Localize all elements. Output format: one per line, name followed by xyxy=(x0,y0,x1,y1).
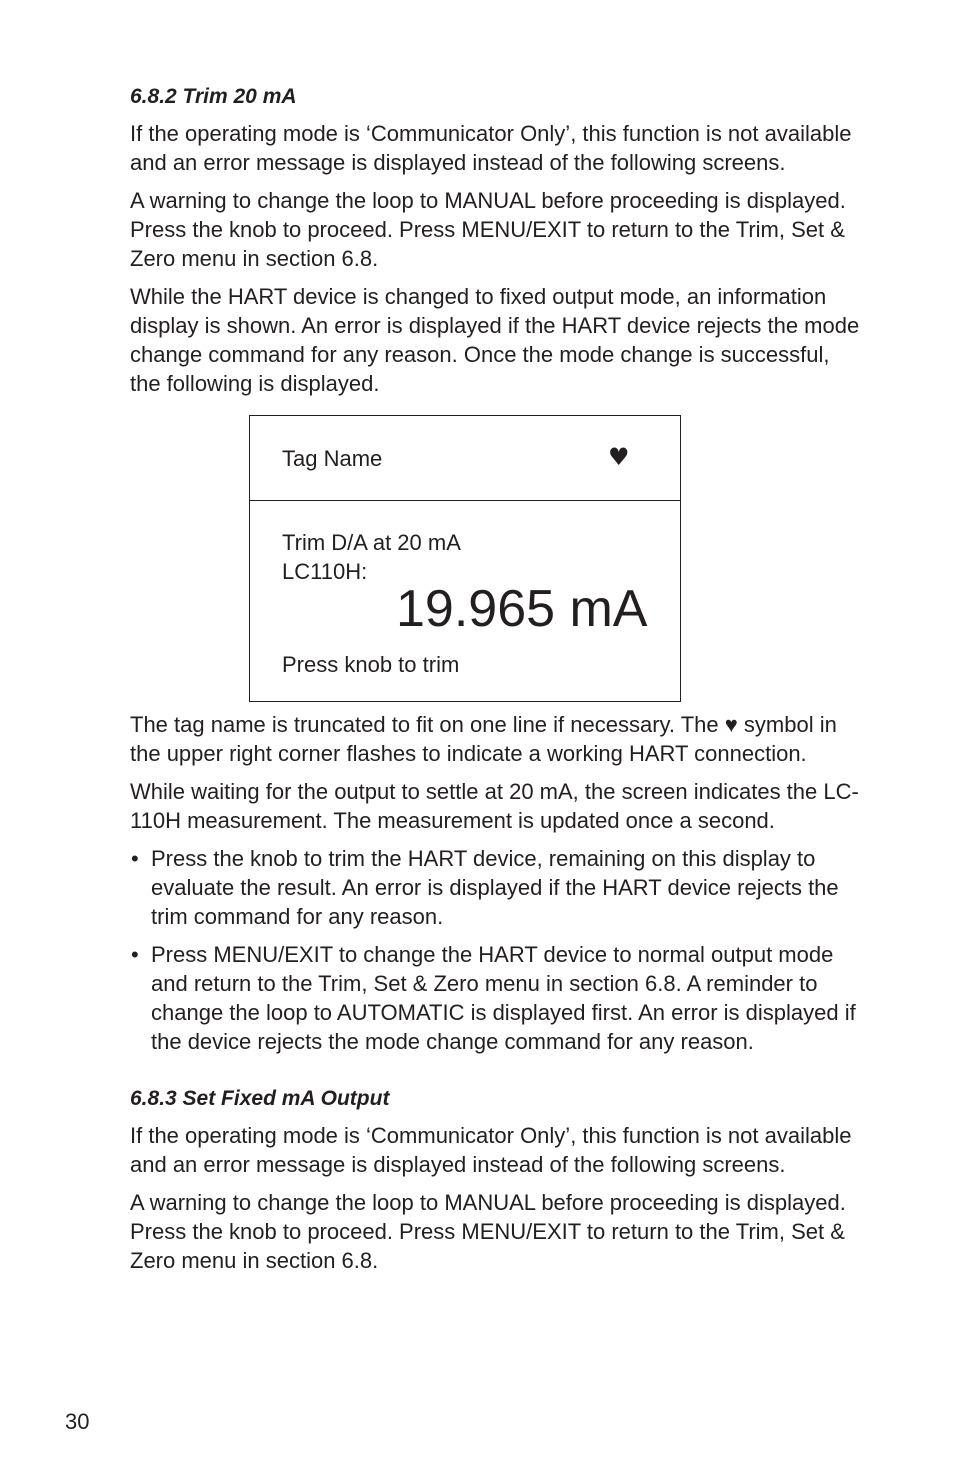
section-heading-6-8-2: 6.8.2 Trim 20 mA xyxy=(130,85,297,108)
paragraph-communicator-only-2: If the operating mode is ‘Communicator Only’, this function is not available and an error message is displayed instead of the following screens. xyxy=(130,1123,852,1177)
paragraph-output-settle: While waiting for the output to settle at 20 mA, the screen indicates the LC-110H measurement. The measurement is updated once a second. xyxy=(130,779,859,833)
screen-body xyxy=(250,501,680,701)
page-content xyxy=(130,82,866,1284)
paragraph-tag-name-truncated: The tag name is truncated to fit on one line if necessary. The ♥ symbol in the upper right corner flashes to indicate a working HART connection. xyxy=(130,712,837,766)
screen-header xyxy=(250,416,680,501)
bullet-text: Press MENU/EXIT to change the HART device to normal output mode and return to the Trim, Set & Zero menu in section 6.8. A reminder to change the loop to AUTOMATIC is displayed first. An error is displayed if the device rejects the mode change command for any reason. xyxy=(151,942,856,1054)
list-item xyxy=(130,940,866,1056)
screen-trim-label: Trim D/A at 20 mA xyxy=(282,530,461,555)
section-heading-6-8-3: 6.8.3 Set Fixed mA Output xyxy=(130,1087,390,1110)
paragraph-manual-warning-2: A warning to change the loop to MANUAL before proceeding is displayed. Press the knob to proceed. Press MENU/EXIT to return to the Trim, Set & Zero menu in section 6.8. xyxy=(130,1190,846,1273)
list-item xyxy=(130,844,866,931)
bullet-symbol: • xyxy=(131,846,139,871)
page-number: 30 xyxy=(65,1409,90,1434)
screen-tag-name: Tag Name xyxy=(282,446,383,471)
device-screen-illustration xyxy=(249,415,681,702)
heart-icon: ♥ xyxy=(608,443,630,471)
bullet-list xyxy=(130,844,866,1056)
screen-measurement-reading: 19.965 mA xyxy=(396,580,648,638)
bullet-symbol: • xyxy=(131,942,139,967)
paragraph-communicator-only: If the operating mode is ‘Communicator Only’, this function is not available and an error message is displayed instead of the following screens. xyxy=(130,121,852,175)
bullet-text: Press the knob to trim the HART device, remaining on this display to evaluate the result. An error is displayed if the HART device rejects the trim command for any reason. xyxy=(151,846,839,929)
screen-footer-prompt: Press knob to trim xyxy=(282,652,460,677)
screen-device-label: LC110H: xyxy=(282,559,368,584)
paragraph-fixed-output-mode: While the HART device is changed to fixed output mode, an information display is shown. An error is displayed if the HART device rejects the mode change command for any reason. Once the mode change is successful, the following is displayed. xyxy=(130,284,860,396)
paragraph-manual-warning: A warning to change the loop to MANUAL before proceeding is displayed. Press the knob to proceed. Press MENU/EXIT to return to the Trim, Set & Zero menu in section 6.8. xyxy=(130,188,846,271)
